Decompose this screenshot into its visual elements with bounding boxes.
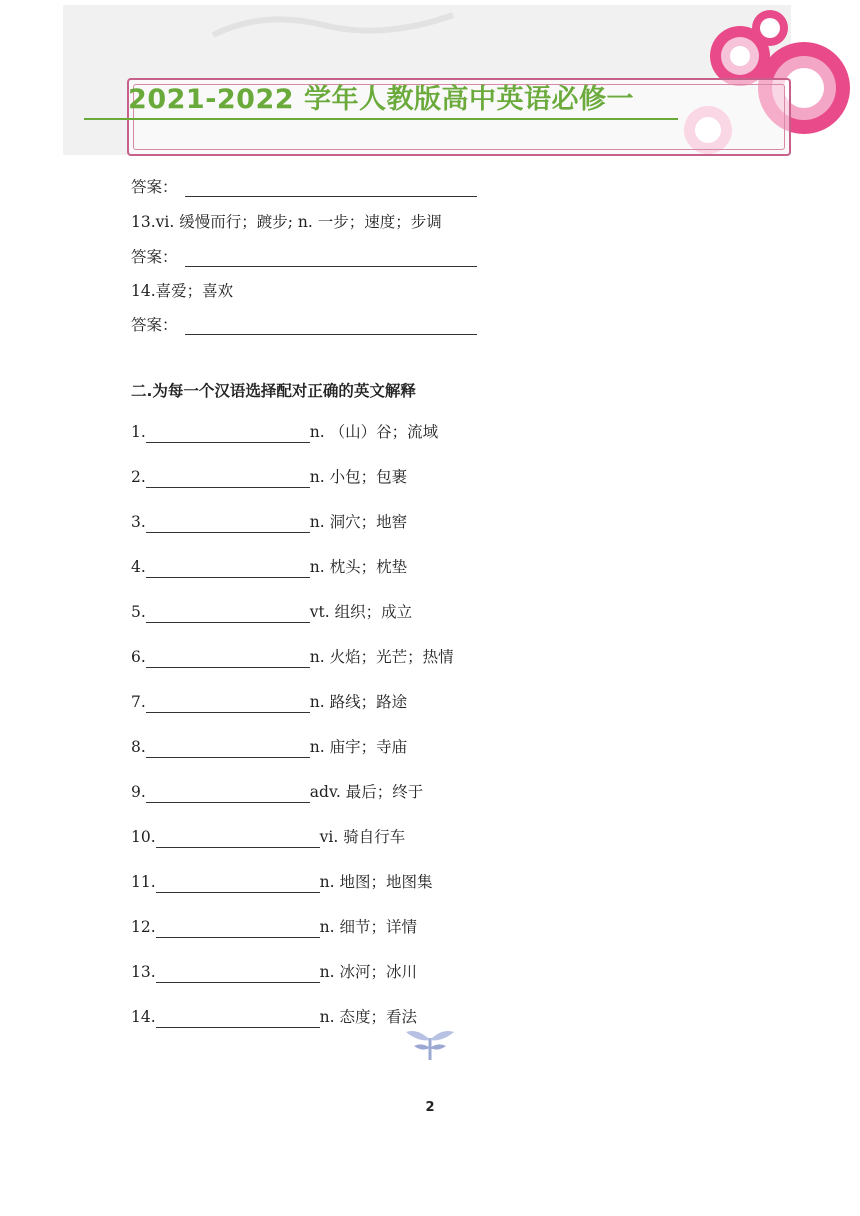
brush-stroke-decoration — [203, 5, 463, 45]
item-number: 13. — [131, 963, 156, 981]
item-number: 10. — [131, 828, 156, 846]
item-blank[interactable] — [156, 1010, 320, 1028]
matching-item — [131, 646, 454, 668]
matching-item — [131, 1006, 417, 1028]
item-blank[interactable] — [146, 425, 310, 443]
item-definition: n. 地图；地图集 — [319, 873, 433, 891]
item-definition: vi. 骑自行车 — [319, 828, 406, 846]
item-definition: n. 冰河；冰川 — [319, 963, 417, 981]
answer-blank[interactable] — [185, 266, 477, 267]
item-definition: n. 小包；包裹 — [309, 468, 408, 486]
section-title: 二.为每一个汉语选择配对正确的英文解释 — [131, 382, 416, 400]
header-banner — [63, 5, 791, 155]
item-definition: n. （山）谷；流域 — [309, 423, 439, 441]
item-number: 5. — [131, 603, 146, 621]
item-number: 4. — [131, 558, 146, 576]
matching-item — [131, 871, 433, 893]
answer-label: 答案： — [131, 178, 178, 196]
item-number: 9. — [131, 783, 146, 801]
item-number: 11. — [131, 873, 156, 891]
matching-item — [131, 916, 417, 938]
item-blank[interactable] — [146, 605, 310, 623]
matching-item — [131, 961, 417, 983]
matching-item — [131, 421, 438, 443]
answer-label: 答案： — [131, 248, 178, 266]
item-blank[interactable] — [146, 470, 310, 488]
matching-item — [131, 556, 407, 578]
matching-item — [131, 826, 405, 848]
answer-row — [131, 246, 178, 268]
item-blank[interactable] — [146, 695, 310, 713]
item-blank[interactable] — [146, 560, 310, 578]
item-definition: n. 庙宇；寺庙 — [309, 738, 408, 756]
item-blank[interactable] — [146, 740, 310, 758]
item-number: 8. — [131, 738, 146, 756]
matching-item — [131, 601, 412, 623]
item-blank[interactable] — [156, 830, 320, 848]
item-definition: n. 细节；详情 — [319, 918, 417, 936]
matching-item — [131, 691, 407, 713]
item-number: 6. — [131, 648, 146, 666]
vocab-prompt-13: 13.vi. 缓慢而行；踱步; n. 一步；速度；步调 — [131, 213, 442, 231]
item-number: 14. — [131, 1008, 156, 1026]
item-blank[interactable] — [156, 965, 320, 983]
item-definition: adv. 最后；终于 — [309, 783, 424, 801]
item-number: 2. — [131, 468, 146, 486]
item-blank[interactable] — [146, 785, 310, 803]
answer-blank[interactable] — [185, 334, 477, 335]
item-definition: n. 态度；看法 — [319, 1008, 417, 1026]
answer-label: 答案： — [131, 316, 178, 334]
page-number: 2 — [425, 1100, 435, 1115]
item-definition: n. 洞穴；地窖 — [309, 513, 408, 531]
item-blank[interactable] — [146, 515, 310, 533]
item-blank[interactable] — [156, 920, 320, 938]
item-number: 1. — [131, 423, 146, 441]
matching-item — [131, 736, 407, 758]
matching-item — [131, 781, 423, 803]
matching-item — [131, 511, 407, 533]
item-blank[interactable] — [156, 875, 320, 893]
sprout-icon — [404, 1026, 456, 1060]
item-number: 3. — [131, 513, 146, 531]
page-title: 2021-2022 学年人教版高中英语必修一 — [84, 82, 678, 120]
item-number: 12. — [131, 918, 156, 936]
answer-row — [131, 314, 178, 336]
answer-row — [131, 176, 178, 198]
answer-blank[interactable] — [185, 196, 477, 197]
item-number: 7. — [131, 693, 146, 711]
item-definition: vt. 组织；成立 — [309, 603, 413, 621]
matching-item — [131, 466, 407, 488]
item-blank[interactable] — [146, 650, 310, 668]
item-definition: n. 火焰；光芒；热情 — [309, 648, 454, 666]
item-definition: n. 枕头；枕垫 — [309, 558, 408, 576]
item-definition: n. 路线；路途 — [309, 693, 408, 711]
vocab-prompt-14: 14.喜爱；喜欢 — [131, 282, 234, 300]
